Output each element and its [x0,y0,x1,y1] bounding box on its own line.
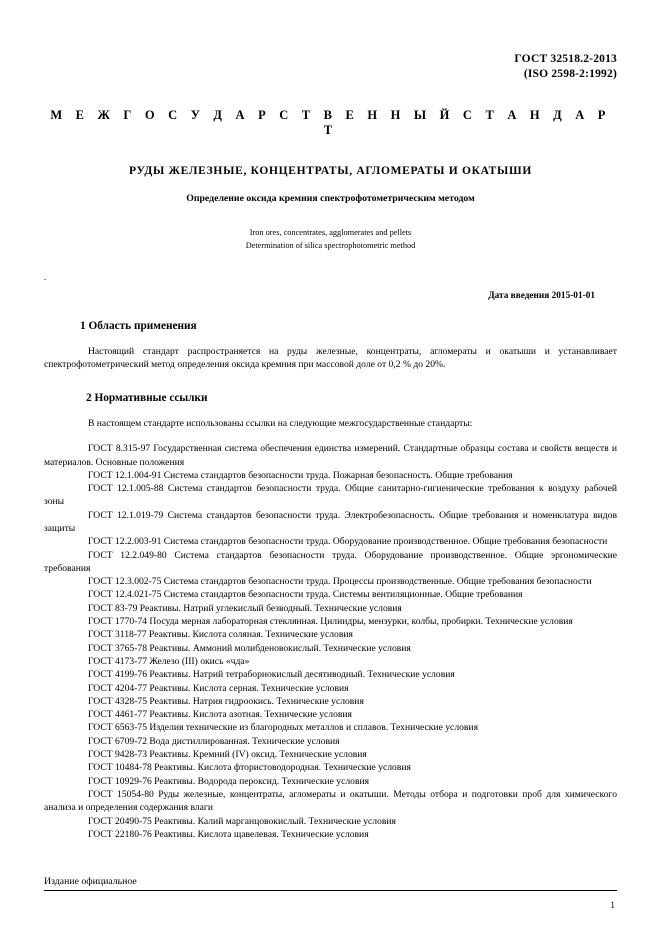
standard-code [44,52,617,82]
section-2-heading: 2 Нормативные ссылки [86,391,208,404]
reference-item: ГОСТ 4173-77 Железо (III) окись «чда» [88,655,250,667]
footer-divider [44,890,617,891]
section-1-paragraph: Настоящий стандарт распространяется на руды железные, концентраты, агломераты и окатыши и устанавливает спектрофотометрический метод определения оксида кремния при массовой доле от 0,2 % до 20%. [44,346,617,371]
standard-code-line1: ГОСТ 32518.2-2013 [514,53,617,65]
reference-item: ГОСТ 12.1.019-79 Система стандартов безопасности труда. Электробезопасность. Общие требования и номенклатура видов защиты [44,509,617,534]
reference-item: ГОСТ 12.1.004-91 Система стандартов безопасности труда. Пожарная безопасность. Общие требования [88,469,513,481]
reference-item: ГОСТ 12.2.049-80 Система стандартов безопасности труда. Оборудование производственное. Общие эргономические требования [44,549,617,574]
section-2-intro-block [44,417,617,430]
reference-item: ГОСТ 4328-75 Реактивы. Натрия гидроокись. Технические условия [88,695,364,707]
reference-item: ГОСТ 9428-73 Реактивы. Кремний (IV) оксид. Технические условия [88,749,367,761]
official-edition-note: Издание официальное [44,876,137,887]
header-banner: М Е Ж Г О С У Д А Р С Т В Е Н Н Ы Й С Т А Н Д А Р Т [50,108,611,137]
reference-item: ГОСТ 12.1.005-88 Система стандартов безопасности труда. Общие санитарно-гигиенические требования к воздуху рабочей зоны [44,483,617,508]
reference-item: ГОСТ 20490-75 Реактивы. Калий марганцовокислый. Технические условия [88,815,396,827]
section-1-body [44,345,617,372]
reference-item: ГОСТ 1770-74 Посуда мерная лабораторная стеклянная. Цилиндры, мензурки, колбы, пробирки. Технические условия [88,616,573,628]
english-title-line1: Iron ores, concentrates, agglomerates and pellets [249,228,412,237]
english-title [44,226,617,252]
reference-item: ГОСТ 10929-76 Реактивы. Водорода пероксид. Технические условия [88,775,370,787]
reference-item: ГОСТ 4461-77 Реактивы. Кислота азотная. Технические условия [88,709,352,721]
reference-item: ГОСТ 12.2.003-91 Система стандартов безопасности труда. Оборудование производственное. Общие требования безопасности [88,536,608,548]
reference-item: ГОСТ 10484-78 Реактивы. Кислота фтористоводородная. Технические условия [88,762,411,774]
document-title: РУДЫ ЖЕЛЕЗНЫЕ, КОНЦЕНТРАТЫ, АГЛОМЕРАТЫ И ОКАТЫШИ [129,165,532,177]
reference-item: ГОСТ 3118-77 Реактивы. Кислота соляная. Технические условия [88,629,353,641]
document-subtitle: Определение оксида кремния спектрофотометрическим методом [186,193,475,204]
section-1-heading: 1 Область применения [80,320,197,332]
reference-item: ГОСТ 3765-78 Реактивы. Аммоний молибденовокислый. Технические условия [88,642,411,654]
reference-item: ГОСТ 4204-77 Реактивы. Кислота серная. Технические условия [88,682,349,694]
reference-item: ГОСТ 4199-76 Реактивы. Натрий тетраборнокислый десятиводный. Технические условия [88,669,455,681]
dot-marker: . [44,272,47,282]
reference-item: ГОСТ 12.3.002-75 Система стандартов безопасности труда. Процессы производственные. Общие требования безопасности [88,576,592,588]
introduction-date: Дата введения 2015-01-01 [488,291,595,301]
english-title-line2: Determination of silica spectrophotometric method [245,241,416,250]
reference-item: ГОСТ 22180-76 Реактивы. Кислота щавелевая. Технические условия [88,828,369,840]
section-2-intro: В настоящем стандарте использованы ссылки на следующие межгосударственные стандарты: [88,417,473,429]
references-list [44,442,617,841]
reference-item: ГОСТ 6709-72 Вода дистиллированная. Технические условия [88,735,340,747]
reference-item: ГОСТ 6563-75 Изделия технические из благородных металлов и сплавов. Технические условия [88,722,478,734]
reference-item: ГОСТ 83-79 Реактивы. Натрий углекислый безводный. Технические условия [88,602,402,614]
standard-code-line2: (ISO 2598-2:1992) [523,68,617,80]
reference-item: ГОСТ 12.4.021-75 Система стандартов безопасности труда. Системы вентиляционные. Общие требования [88,589,523,601]
reference-item: ГОСТ 15054-80 Руды железные, концентраты, агломераты и окатыши. Методы отбора и подготовки проб для химического анализа и определения содержания влаги [44,788,617,814]
page-number: 1 [610,901,615,911]
reference-item: ГОСТ 8.315-97 Государственная система обеспечения единства измерений. Стандартные образцы состава и свойств веществ и материалов. Основные положения [44,443,617,468]
